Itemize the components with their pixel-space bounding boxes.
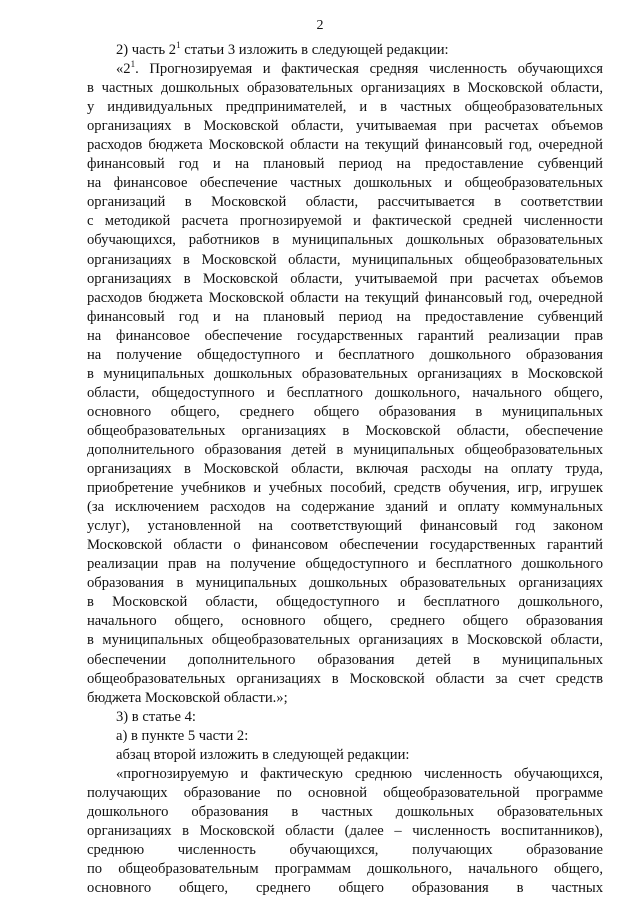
text-line: организаций в Московской области, рассчитывается в соответствии xyxy=(87,194,603,211)
text-line: в муниципальных дошкольных образовательных организациях в Московской xyxy=(87,365,603,382)
text-line: по общеобразовательным программам дошкольного, начального общего, xyxy=(87,861,603,878)
text-line: на получение общедоступного и бесплатного дошкольного образования xyxy=(87,346,603,363)
text-line: организациях в Московской области (далее – численность воспитанников), xyxy=(87,822,603,839)
text-line: в муниципальных общеобразовательных организациях в Московской области, xyxy=(87,632,603,649)
text-line: на финансовое обеспечение частных дошкольных и общеобразовательных xyxy=(87,175,603,192)
text-line: дошкольного образования в частных дошкольных образовательных xyxy=(87,803,603,820)
text-line: финансовый год и на плановый период на предоставление субвенций xyxy=(87,308,603,325)
text-line: бюджета Московской области.»; xyxy=(87,689,288,706)
text-line: услуг), установленной на соответствующий финансовый год законом xyxy=(87,518,603,535)
text-line: общеобразовательных организациях в Московской области, обеспечение xyxy=(87,422,603,439)
text-line: среднюю численность обучающихся, получающих образование xyxy=(87,841,603,858)
text-line: начального общего, основного общего, среднего общего образования xyxy=(87,613,603,630)
text-line: организациях в Московской области, учитываемой при расчетах объемов xyxy=(87,270,603,287)
text-line: области, общедоступного и бесплатного дошкольного, начального общего, xyxy=(87,384,603,401)
text-line: 3) в статье 4: xyxy=(116,708,196,725)
text-line: (за исключением расходов на содержание зданий и оплату коммунальных xyxy=(87,499,603,516)
text-line: реализации прав на получение общедоступного и бесплатного дошкольного xyxy=(87,556,603,573)
text-line: организациях в Московской области, учитываемая при расчетах объемов xyxy=(87,118,603,135)
text-line: дополнительного образования детей в муниципальных общеобразовательных xyxy=(87,441,603,458)
text-line: абзац второй изложить в следующей редакции: xyxy=(116,746,410,763)
text-line: организациях в Московской области, включая расходы на оплату труда, xyxy=(87,461,603,478)
text-line: Московской области о финансовом обеспечении государственных гарантий xyxy=(87,537,603,554)
document-body xyxy=(87,41,603,898)
text-line: получающих образование по основной общеобразовательной программе xyxy=(87,784,603,801)
text-line: основного общего, среднего общего образования в муниципальных xyxy=(87,403,603,420)
text-line: «$2^1$. Прогнозируемая и фактическая средняя численность обучающихся xyxy=(116,60,603,78)
text-line: организациях в Московской области, муниципальных общеобразовательных xyxy=(87,251,603,268)
text-line: финансовый год и на плановый период на предоставление субвенций xyxy=(87,156,603,173)
text-line: основного общего, среднего общего образования в частных xyxy=(87,880,603,897)
text-line: на финансовое обеспечение государственных гарантий реализации прав xyxy=(87,327,603,344)
text-line: общеобразовательных организациях в Московской области за счет средств xyxy=(87,670,603,687)
text-line: обеспечении дополнительного образования детей в муниципальных xyxy=(87,651,603,668)
page-number: 2 xyxy=(316,18,324,33)
text-line: обучающихся, работников в муниципальных дошкольных образовательных xyxy=(87,232,603,249)
text-line: приобретение учебников и учебных пособий, средств обучения, игр, игрушек xyxy=(87,480,603,497)
text-line: в частных дошкольных образовательных организациях в Московской области, xyxy=(87,80,603,97)
text-line: «прогнозируемую и фактическую среднюю численность обучающихся, xyxy=(116,765,603,782)
text-line: в Московской области, общедоступного и бесплатного дошкольного, xyxy=(87,594,603,611)
text-line: с методикой расчета прогнозируемой и фактической средней численности xyxy=(87,213,603,230)
text-line: расходов бюджета Московской области на текущий финансовый год, очередной xyxy=(87,137,603,154)
text-line: образования в муниципальных дошкольных образовательных организациях xyxy=(87,575,603,592)
text-line: 2) часть $2^1$ статьи 3 изложить в следующей редакции: xyxy=(116,40,449,58)
text-line: а) в пункте 5 части 2: xyxy=(116,727,249,744)
text-line: расходов бюджета Московской области на текущий финансовый год, очередной xyxy=(87,289,603,306)
text-line: у индивидуальных предпринимателей, и в частных общеобразовательных xyxy=(87,99,603,116)
